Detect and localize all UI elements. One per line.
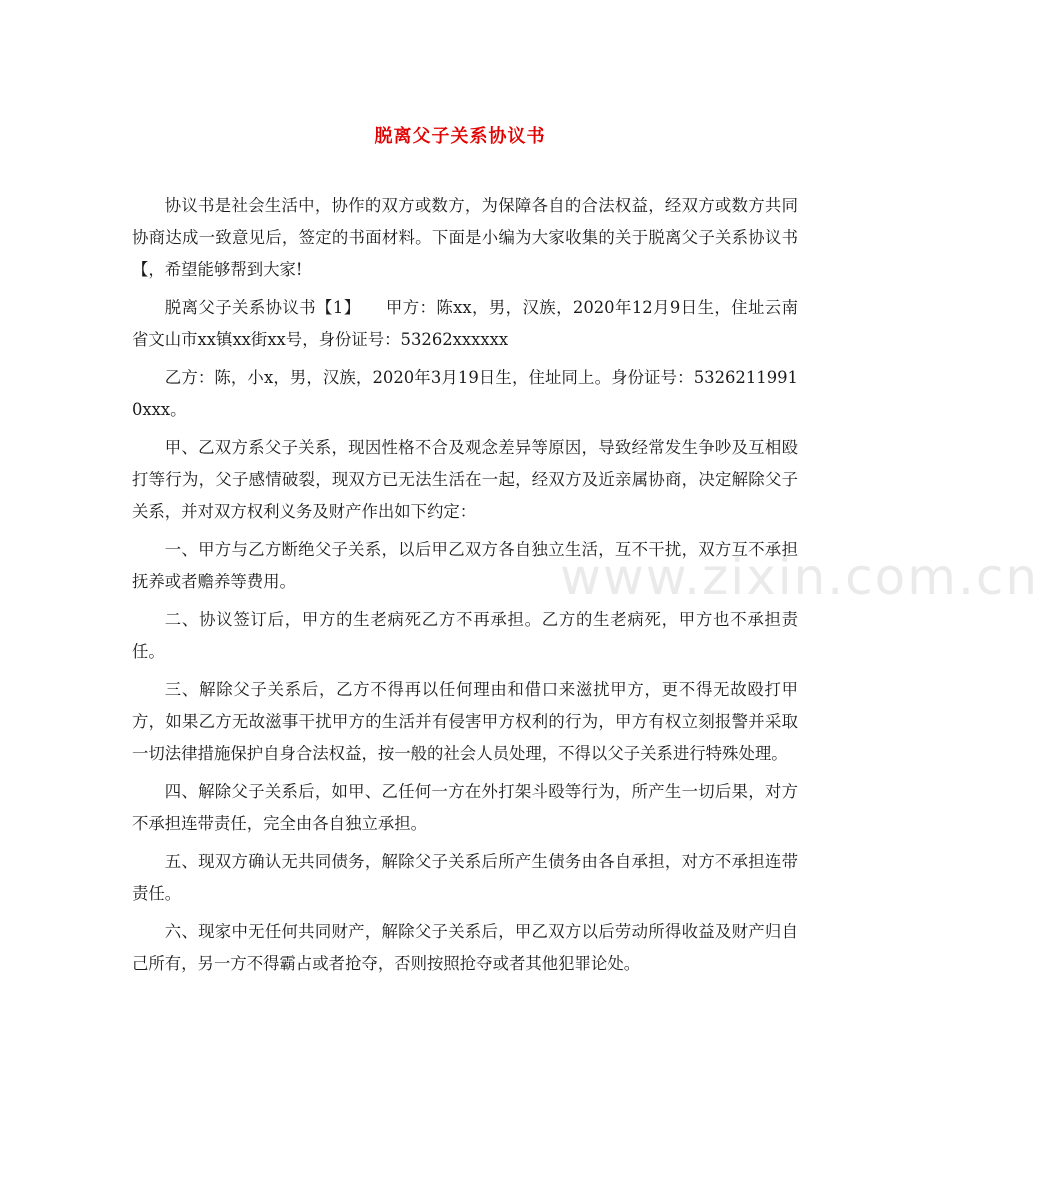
paragraph-clause-5: 五、现双方确认无共同债务，解除父子关系后所产生债务由各自承担，对方不承担连带责任。 (132, 852, 798, 903)
paragraph-party-a: 脱离父子关系协议书【1】 甲方：陈xx，男，汉族，2020年12月9日生，住址云南省文山市xx镇xx街xx号，身份证号：53262xxxxxx (132, 298, 798, 349)
document-body (132, 190, 798, 986)
paragraph-party-b: 乙方：陈，小x，男，汉族，2020年3月19日生，住址同上。身份证号：53262119910xxx。 (132, 368, 798, 419)
paragraph-background: 甲、乙双方系父子关系，现因性格不合及观念差异等原因，导致经常发生争吵及互相殴打等行为，父子感情破裂，现双方已无法生活在一起，经双方及近亲属协商，决定解除父子关系，并对双方权利义务及财产作出如下约定： (132, 438, 798, 521)
watermark: www.zixin.com.cn (560, 548, 1039, 606)
paragraph-clause-2: 二、协议签订后，甲方的生老病死乙方不再承担。乙方的生老病死，甲方也不承担责任。 (132, 610, 798, 661)
paragraph-clause-3: 三、解除父子关系后，乙方不得再以任何理由和借口来滋扰甲方，更不得无故殴打甲方，如果乙方无故滋事干扰甲方的生活并有侵害甲方权利的行为，甲方有权立刻报警并采取一切法律措施保护自身合法权益，按一般的社会人员处理，不得以父子关系进行特殊处理。 (132, 680, 798, 763)
document-title: 脱离父子关系协议书 (374, 126, 546, 147)
paragraph-clause-1: 一、甲方与乙方断绝父子关系，以后甲乙双方各自独立生活，互不干扰，双方互不承担抚养或者赡养等费用。 (132, 540, 798, 591)
paragraph-clause-6: 六、现家中无任何共同财产，解除父子关系后，甲乙双方以后劳动所得收益及财产归自己所有，另一方不得霸占或者抢夺，否则按照抢夺或者其他犯罪论处。 (132, 922, 798, 973)
paragraph-intro: 协议书是社会生活中，协作的双方或数方，为保障各自的合法权益，经双方或数方共同协商达成一致意见后，签定的书面材料。下面是小编为大家收集的关于脱离父子关系协议书【，希望能够帮到大家! (132, 196, 798, 279)
paragraph-clause-4: 四、解除父子关系后，如甲、乙任何一方在外打架斗殴等行为，所产生一切后果，对方不承担连带责任，完全由各自独立承担。 (132, 782, 798, 833)
